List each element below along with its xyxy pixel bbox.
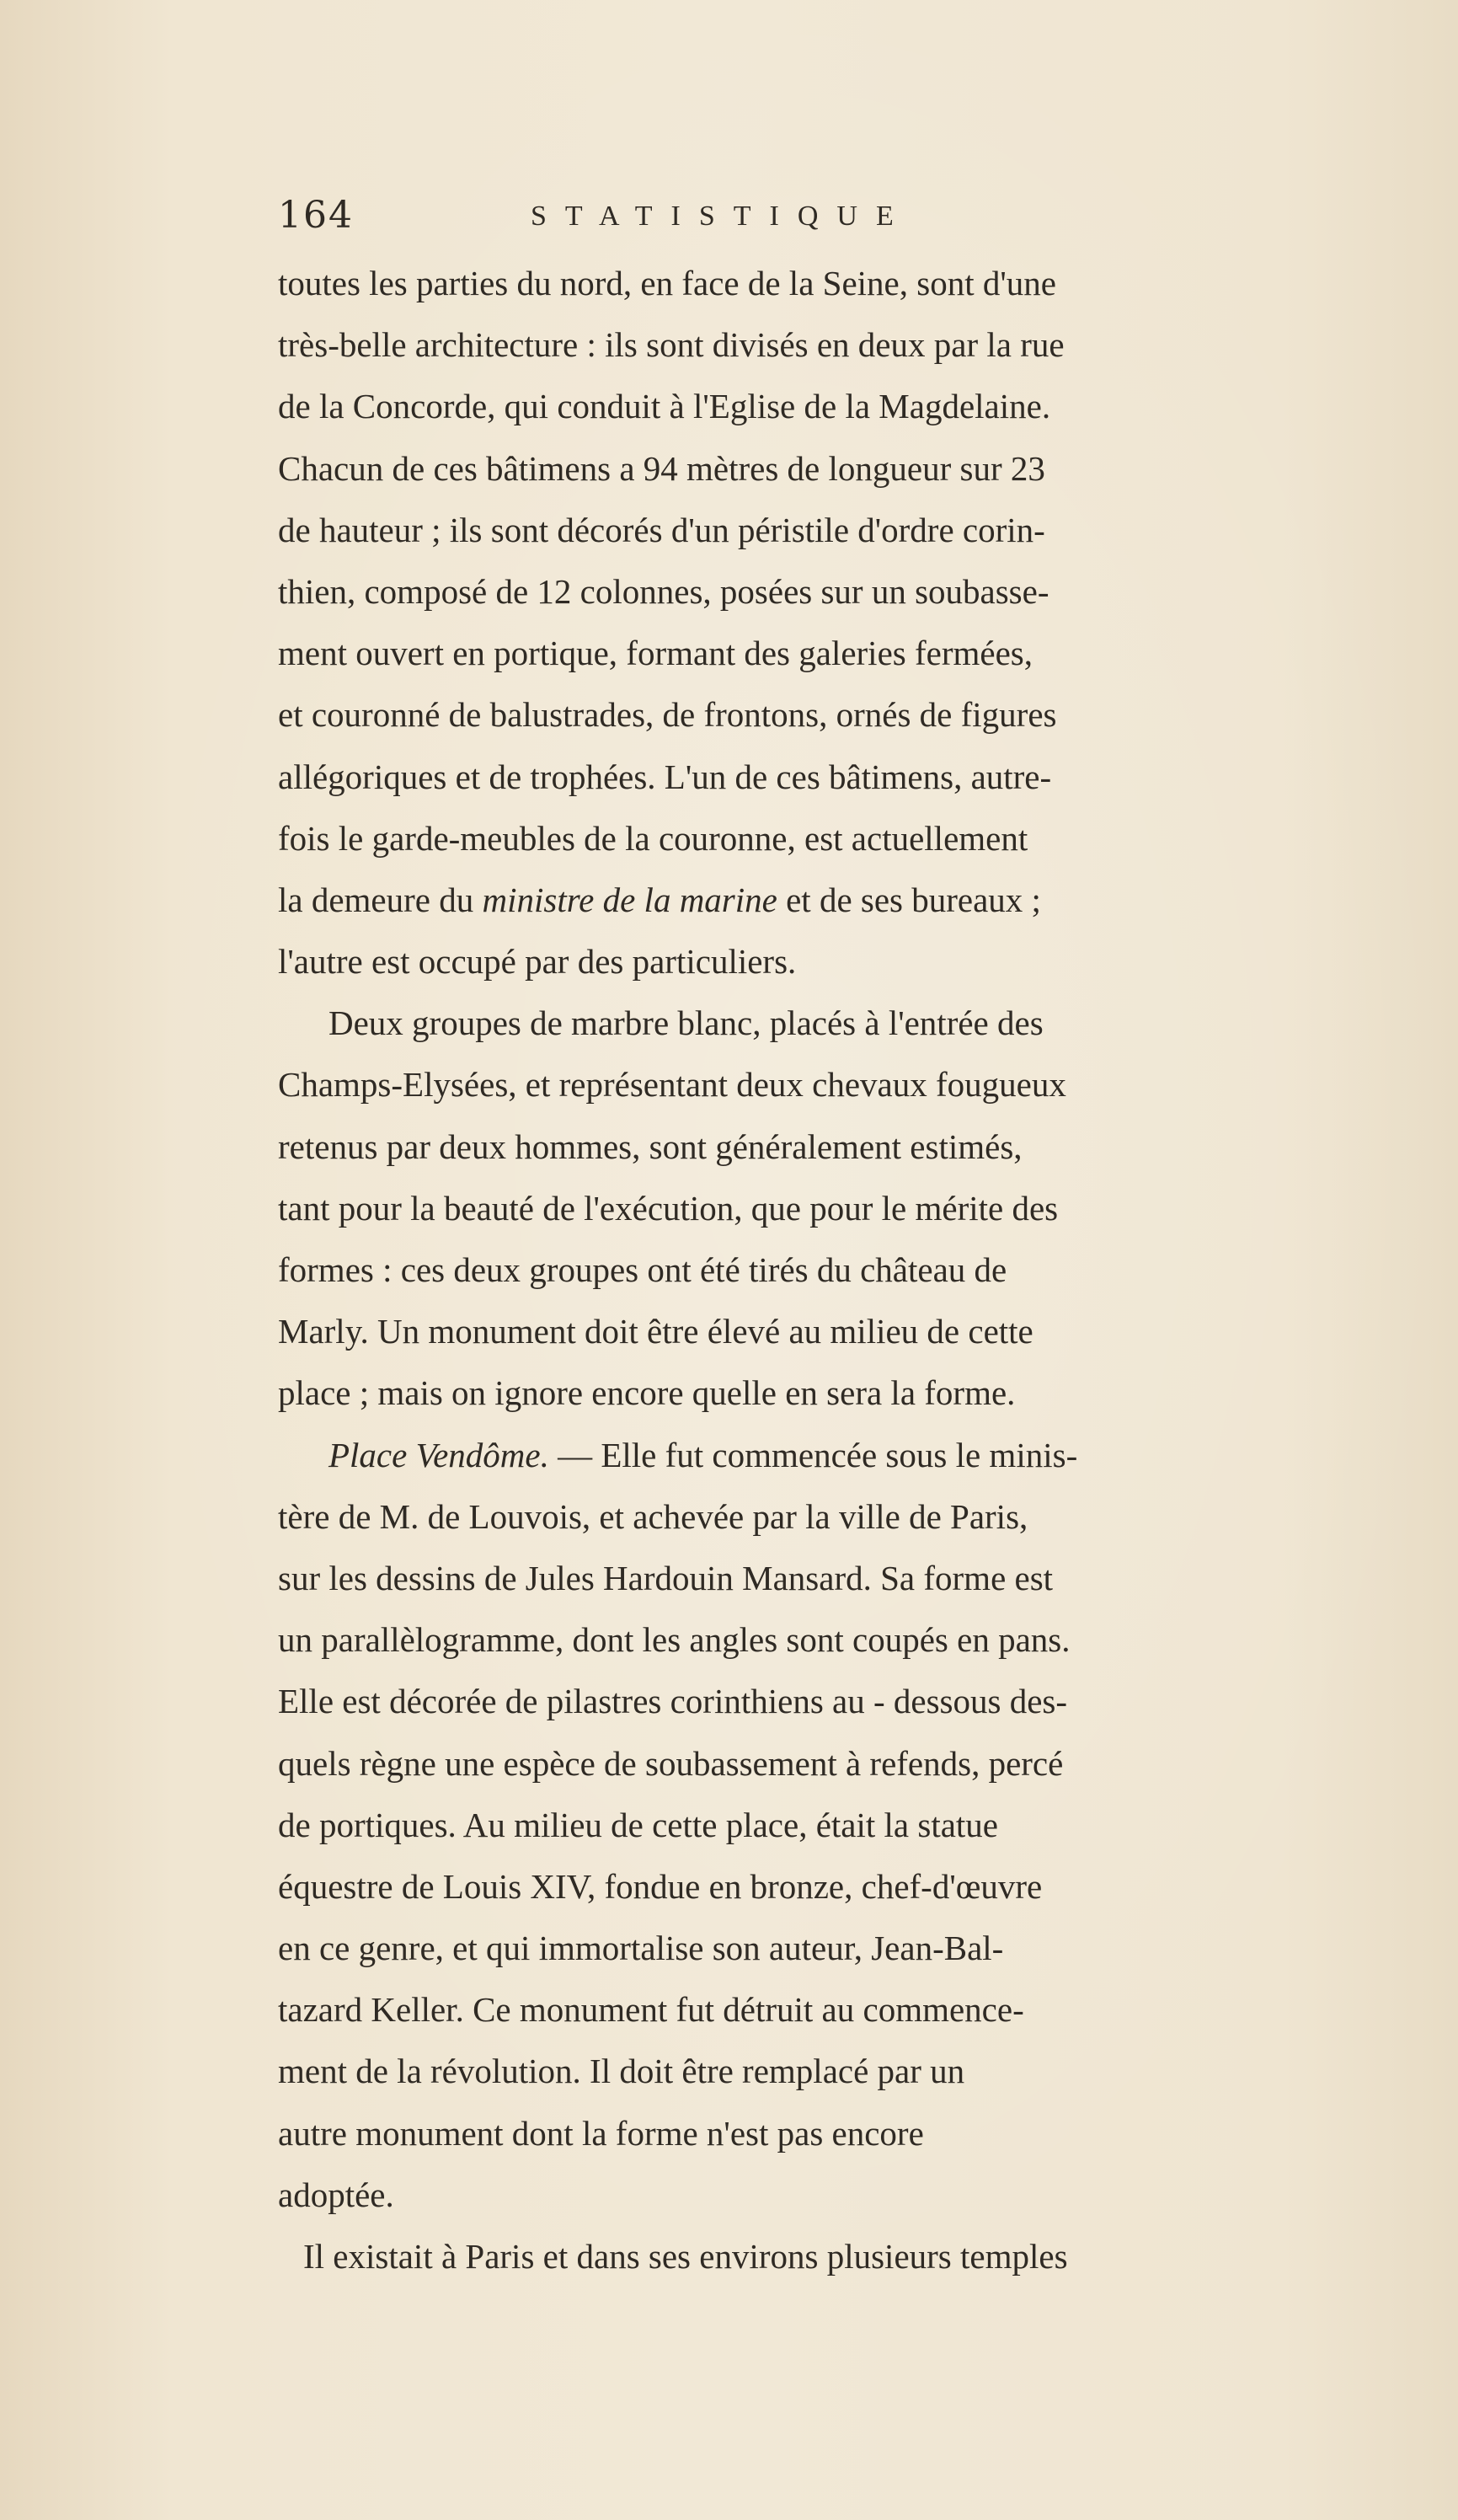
text-line: Champs-Elysées, et représentant deux chevaux fougueux — [278, 1065, 1066, 1105]
text-line: et couronné de balustrades, de frontons, ornés de figures — [278, 695, 1057, 735]
text-segment: et de ses bureaux ; — [777, 880, 1041, 919]
text-line: formes : ces deux groupes ont été tirés du château de — [278, 1250, 1007, 1289]
text-line: fois le garde-meubles de la couronne, est actuellement — [278, 818, 1028, 858]
text-line: de portiques. Au milieu de cette place, était la statue — [278, 1805, 998, 1844]
text-segment: — Elle fut commencée sous le minis- — [548, 1435, 1078, 1474]
text-line: allégoriques et de trophées. L'un de ces bâtimens, autre- — [278, 757, 1052, 796]
section-heading-italic: Place Vendôme. — [328, 1435, 549, 1474]
text-line: retenus par deux hommes, sont généralement estimés, — [278, 1126, 1023, 1166]
text-line: en ce genre, et qui immortalise son auteur, Jean-Bal- — [278, 1929, 1004, 1968]
body-text — [278, 253, 1415, 2287]
text-line: de hauteur ; ils sont décorés d'un péristile d'ordre corin- — [278, 510, 1045, 549]
italic-text-segment: ministre de la marine — [482, 880, 777, 919]
page-number: 164 — [278, 194, 354, 237]
text-line: Elle est décorée de pilastres corinthiens au - dessous des- — [278, 1682, 1067, 1721]
text-line: quels règne une espèce de soubassement à refends, percé — [278, 1743, 1064, 1783]
paragraph-start-line: Il existait à Paris et dans ses environs plusieurs temples — [303, 2237, 1068, 2276]
text-line: équestre de Louis XIV, fondue en bronze, chef-d'œuvre — [278, 1866, 1043, 1906]
text-line: Chacun de ces bâtimens a 94 mètres de longueur sur 23 — [278, 448, 1045, 488]
text-line: tazard Keller. Ce monument fut détruit au commence- — [278, 1990, 1024, 2030]
text-line-with-italic — [278, 869, 1415, 931]
text-line: tère de M. de Louvois, et achevée par la ville de Paris, — [278, 1496, 1028, 1536]
text-line: très-belle architecture : ils sont divisés en deux par la rue — [278, 325, 1065, 365]
running-title: STATISTIQUE — [531, 201, 912, 232]
paragraph-start-line: Deux groupes de marbre blanc, placés à l'entrée des — [328, 1003, 1044, 1043]
text-line: autre monument dont la forme n'est pas encore — [278, 2113, 924, 2153]
page-header — [278, 194, 1171, 244]
text-line: toutes les parties du nord, en face de la Seine, sont d'une — [278, 264, 1056, 302]
text-line: ment ouvert en portique, formant des galeries fermées, — [278, 634, 1033, 673]
section-start-line — [278, 1425, 1415, 1486]
text-line: adoptée. — [278, 2175, 394, 2214]
text-line: thien, composé de 12 colonnes, posées sur un soubasse- — [278, 571, 1049, 611]
text-line: l'autre est occupé par des particuliers. — [278, 942, 797, 982]
text-line: de la Concorde, qui conduit à l'Eglise de la Magdelaine. — [278, 387, 1051, 426]
text-line: un parallèlogramme, dont les angles sont coupés en pans. — [278, 1620, 1071, 1660]
text-line: place ; mais on ignore encore quelle en sera la forme. — [278, 1373, 1016, 1413]
text-segment: la demeure du — [278, 880, 483, 919]
text-line: tant pour la beauté de l'exécution, que pour le mérite des — [278, 1188, 1059, 1228]
text-line: sur les dessins de Jules Hardouin Mansard. Sa forme est — [278, 1558, 1054, 1597]
text-line: ment de la révolution. Il doit être remplacé par un — [278, 2052, 965, 2091]
text-line: Marly. Un monument doit être élevé au milieu de cette — [278, 1312, 1033, 1351]
